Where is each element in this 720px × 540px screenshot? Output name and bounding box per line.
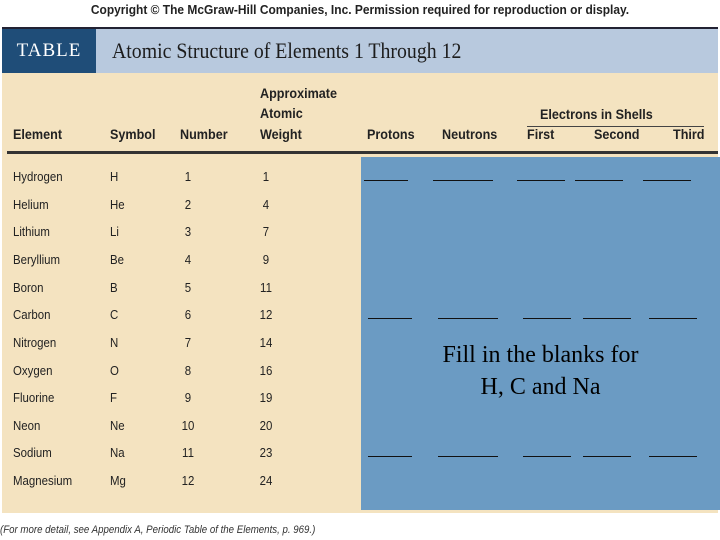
atomic-weight: 11 xyxy=(260,280,272,295)
element-symbol: F xyxy=(110,390,117,405)
element-name: Lithium xyxy=(13,224,50,239)
element-symbol: Be xyxy=(110,252,124,267)
atomic-number: 8 xyxy=(184,363,192,378)
fill-in-instruction xyxy=(361,339,720,403)
header-third: Third xyxy=(673,126,705,142)
atomic-weight: 9 xyxy=(262,252,270,267)
blank-line xyxy=(438,456,498,457)
atomic-weight: 23 xyxy=(259,445,273,460)
instruction-line-1: Fill in the blanks for xyxy=(442,342,639,368)
copyright-notice: Copyright © The McGraw-Hill Companies, Inc. Permission required for reproduction or display. xyxy=(90,2,630,17)
blank-line xyxy=(523,456,571,457)
header-protons: Protons xyxy=(367,126,415,142)
atomic-weight: 20 xyxy=(259,418,273,433)
atomic-weight: 14 xyxy=(259,335,273,350)
blank-line xyxy=(364,180,408,181)
header-symbol: Symbol xyxy=(110,126,156,142)
atomic-number: 2 xyxy=(184,197,192,212)
fill-in-overlay xyxy=(361,157,720,510)
element-symbol: Mg xyxy=(110,473,126,488)
atomic-weight: 7 xyxy=(262,224,270,239)
element-name: Nitrogen xyxy=(13,335,57,350)
table-title-bar xyxy=(2,27,718,73)
table-number-label: TABLE xyxy=(2,29,96,73)
element-name: Hydrogen xyxy=(13,169,63,184)
atomic-number: 5 xyxy=(184,280,192,295)
instruction-line-2: H, C and Na xyxy=(480,374,601,400)
element-name: Magnesium xyxy=(13,473,73,488)
element-name: Fluorine xyxy=(13,390,55,405)
atomic-number: 11 xyxy=(182,445,194,460)
header-second: Second xyxy=(594,126,640,142)
blank-line xyxy=(649,318,697,319)
element-symbol: Ne xyxy=(110,418,125,433)
atomic-number: 3 xyxy=(184,224,192,239)
atomic-weight: 24 xyxy=(259,473,273,488)
header-divider xyxy=(7,151,718,154)
blank-line xyxy=(368,456,412,457)
blank-line xyxy=(649,456,697,457)
atomic-weight: 16 xyxy=(259,363,273,378)
header-weight-line2: Atomic xyxy=(260,105,303,121)
atomic-number: 12 xyxy=(181,473,195,488)
header-number: Number xyxy=(180,126,228,142)
atomic-weight: 4 xyxy=(262,197,270,212)
blank-line xyxy=(643,180,691,181)
atomic-number: 1 xyxy=(184,169,192,184)
blank-line xyxy=(433,180,493,181)
blank-line xyxy=(523,318,571,319)
header-weight-line1: Approximate xyxy=(260,85,338,101)
element-name: Helium xyxy=(13,197,49,212)
blank-line xyxy=(368,318,412,319)
blank-line xyxy=(517,180,565,181)
header-electrons-in-shells: Electrons in Shells xyxy=(540,106,653,122)
atomic-weight: 12 xyxy=(259,307,273,322)
table-title: Atomic Structure of Elements 1 Through 12 xyxy=(112,38,462,63)
header-weight-line3: Weight xyxy=(260,126,302,142)
atomic-number: 10 xyxy=(181,418,195,433)
atomic-weight: 1 xyxy=(262,169,270,184)
element-name: Oxygen xyxy=(13,363,53,378)
header-first: First xyxy=(527,126,555,142)
element-name: Neon xyxy=(13,418,41,433)
blank-line xyxy=(583,456,631,457)
header-neutrons: Neutrons xyxy=(442,126,498,142)
element-symbol: Li xyxy=(110,224,119,239)
element-symbol: O xyxy=(110,363,119,378)
element-symbol: C xyxy=(110,307,119,322)
blank-line xyxy=(438,318,498,319)
element-name: Carbon xyxy=(13,307,51,322)
atomic-number: 7 xyxy=(184,335,192,350)
table-footnote: (For more detail, see Appendix A, Periodic Table of the Elements, p. 969.) xyxy=(0,524,316,536)
blank-line xyxy=(575,180,623,181)
element-symbol: H xyxy=(110,169,119,184)
element-name: Sodium xyxy=(13,445,52,460)
element-symbol: B xyxy=(110,280,118,295)
atomic-number: 9 xyxy=(184,390,192,405)
atomic-number: 6 xyxy=(184,307,192,322)
header-element: Element xyxy=(13,126,63,142)
element-symbol: He xyxy=(110,197,125,212)
element-name: Beryllium xyxy=(13,252,61,267)
element-name: Boron xyxy=(13,280,44,295)
atomic-number: 4 xyxy=(184,252,192,267)
element-symbol: Na xyxy=(110,445,125,460)
atomic-weight: 19 xyxy=(259,390,273,405)
blank-line xyxy=(583,318,631,319)
element-symbol: N xyxy=(110,335,119,350)
